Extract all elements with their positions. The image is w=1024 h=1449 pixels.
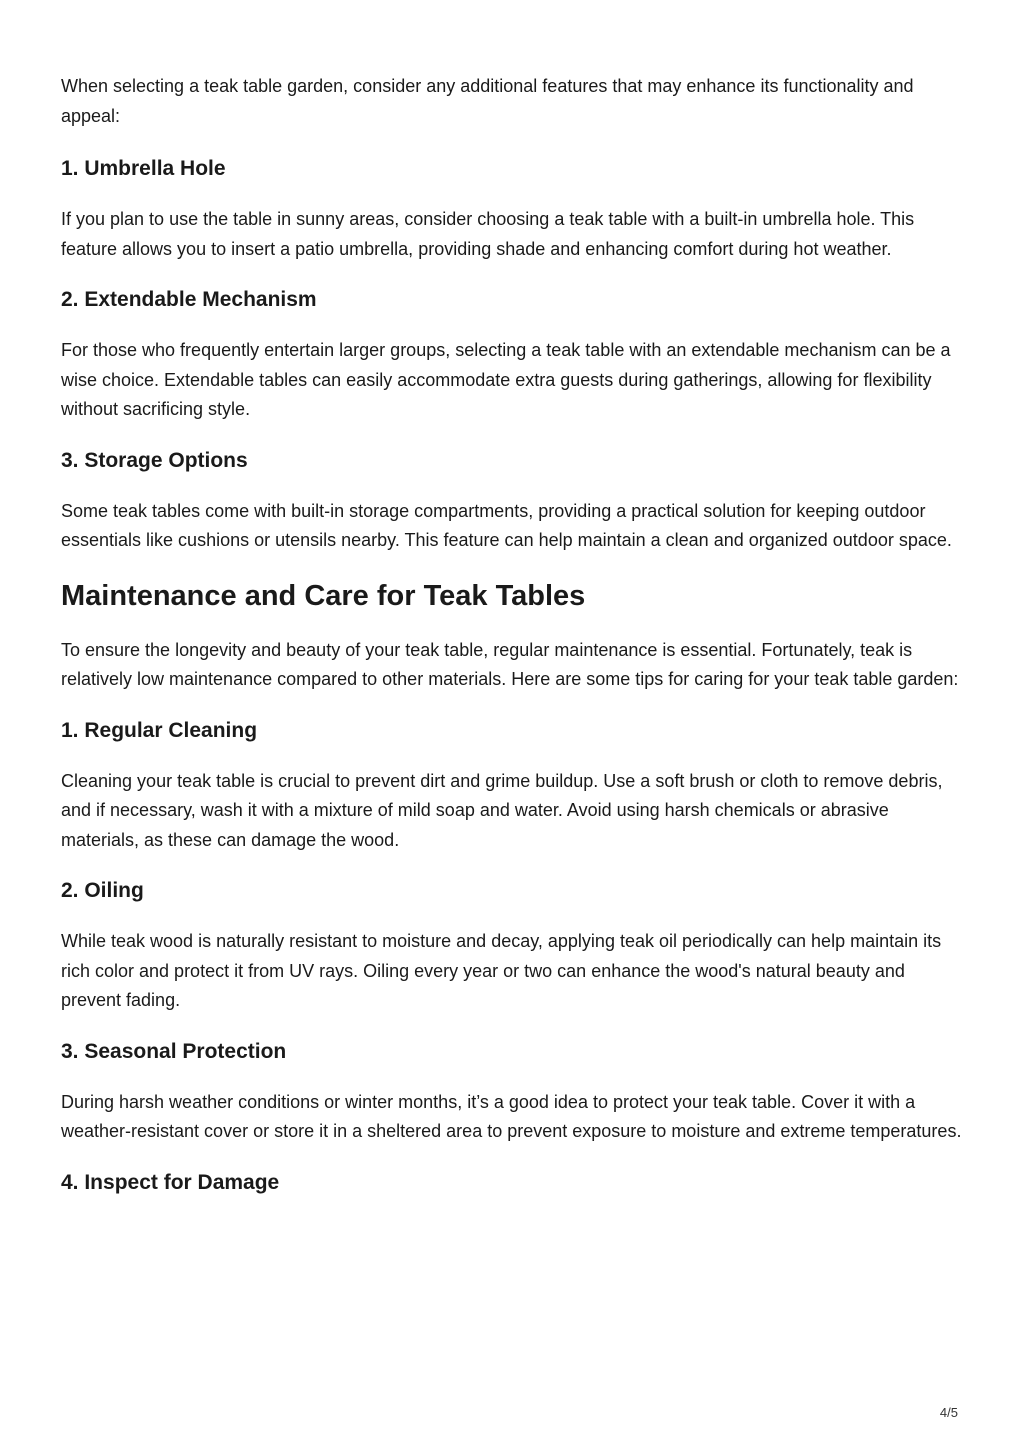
- paragraph-umbrella-hole: If you plan to use the table in sunny areas, consider choosing a teak table with a built-in umbrella hole. This feature allows you to insert a patio umbrella, providing shade and enhancing comfort during hot weather.: [61, 209, 915, 259]
- features-intro-paragraph: When selecting a teak table garden, consider any additional features that may enhance its functionality and appeal:: [61, 76, 914, 126]
- heading-regular-cleaning: 1. Regular Cleaning: [61, 718, 258, 742]
- heading-storage-options: 3. Storage Options: [61, 448, 248, 472]
- heading-inspect-for-damage: 4. Inspect for Damage: [61, 1170, 280, 1194]
- section-title-maintenance: Maintenance and Care for Teak Tables: [61, 579, 586, 612]
- maintenance-intro-paragraph: To ensure the longevity and beauty of your teak table, regular maintenance is essential. Fortunately, teak is relatively low maintenance compared to other materials. Here are some tips for caring for your teak table garden:: [61, 639, 959, 689]
- paragraph-seasonal-protection: During harsh weather conditions or winter months, it’s a good idea to protect your teak table. Cover it with a weather-resistant cover or store it in a sheltered area to prevent exposure to moisture and extreme temperatures.: [61, 1091, 962, 1141]
- paragraph-extendable-mechanism: For those who frequently entertain larger groups, selecting a teak table with an extendable mechanism can be a wise choice. Extendable tables can easily accommodate extra guests during gatherings, allowing for flexibility without sacrificing style.: [61, 340, 951, 419]
- paragraph-storage-options: Some teak tables come with built-in storage compartments, providing a practical solution for keeping outdoor essentials like cushions or utensils nearby. This feature can help maintain a clean and organized outdoor space.: [61, 500, 952, 550]
- document-page: [61, 72, 967, 1219]
- heading-umbrella-hole: 1. Umbrella Hole: [61, 157, 226, 180]
- heading-oiling: 2. Oiling: [61, 879, 144, 902]
- paragraph-regular-cleaning: Cleaning your teak table is crucial to prevent dirt and grime buildup. Use a soft brush or cloth to remove debris, and if necessary, wash it with a mixture of mild soap and water. Avoid using harsh chemicals or abrasive materials, as these can damage the wood.: [61, 770, 943, 850]
- page-number: 4/5: [939, 1405, 958, 1420]
- heading-extendable-mechanism: 2. Extendable Mechanism: [61, 288, 317, 311]
- heading-seasonal-protection: 3. Seasonal Protection: [61, 1039, 287, 1063]
- paragraph-oiling: While teak wood is naturally resistant to moisture and decay, applying teak oil periodically can help maintain its rich color and protect it from UV rays. Oiling every year or two can enhance the wood's natural beauty and prevent fading.: [61, 931, 942, 1010]
